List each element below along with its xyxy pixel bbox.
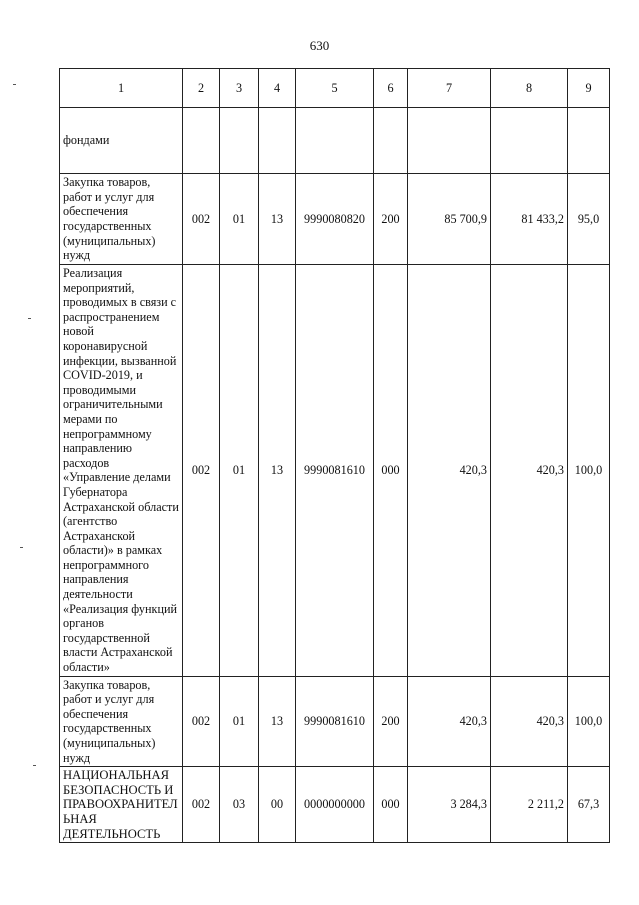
row-name: Закупка товаров, работ и услуг для обеспечения государственных (муниципальных) нужд xyxy=(60,676,183,767)
table-row xyxy=(60,767,610,843)
column-header: 5 xyxy=(296,69,374,108)
scan-speck xyxy=(13,84,16,85)
scan-speck xyxy=(20,547,23,548)
cell-c7: 3 284,3 xyxy=(408,767,491,843)
budget-table xyxy=(59,68,610,843)
scan-speck xyxy=(28,318,31,319)
cell-c7: 85 700,9 xyxy=(408,174,491,265)
cell-c2: 002 xyxy=(183,174,220,265)
table-row xyxy=(60,676,610,767)
cell-c5: 9990081610 xyxy=(296,676,374,767)
row-name: Закупка товаров, работ и услуг для обеспечения государственных (муниципальных) нужд xyxy=(60,174,183,265)
cell-c3: 01 xyxy=(220,265,259,677)
cell-c8 xyxy=(491,108,568,174)
cell-c9 xyxy=(568,108,610,174)
cell-c2: 002 xyxy=(183,265,220,677)
cell-c2 xyxy=(183,108,220,174)
cell-c4: 13 xyxy=(259,174,296,265)
cell-c5: 0000000000 xyxy=(296,767,374,843)
scan-speck xyxy=(33,765,36,766)
cell-c8: 81 433,2 xyxy=(491,174,568,265)
cell-c5 xyxy=(296,108,374,174)
cell-c5: 9990081610 xyxy=(296,265,374,677)
cell-c4: 13 xyxy=(259,676,296,767)
table-row xyxy=(60,108,610,174)
cell-c5: 9990080820 xyxy=(296,174,374,265)
cell-c4: 00 xyxy=(259,767,296,843)
column-header: 7 xyxy=(408,69,491,108)
cell-c8: 420,3 xyxy=(491,265,568,677)
cell-c2: 002 xyxy=(183,676,220,767)
cell-c3: 01 xyxy=(220,676,259,767)
column-header: 4 xyxy=(259,69,296,108)
cell-c7: 420,3 xyxy=(408,265,491,677)
cell-c6: 200 xyxy=(374,676,408,767)
cell-c4 xyxy=(259,108,296,174)
cell-c6: 000 xyxy=(374,767,408,843)
table-row xyxy=(60,174,610,265)
cell-c9: 100,0 xyxy=(568,676,610,767)
column-header: 6 xyxy=(374,69,408,108)
row-name: НАЦИОНАЛЬНАЯ БЕЗОПАСНОСТЬ И ПРАВООХРАНИТЕЛЬНАЯ ДЕЯТЕЛЬНОСТЬ xyxy=(60,767,183,843)
column-header: 2 xyxy=(183,69,220,108)
column-header: 1 xyxy=(60,69,183,108)
cell-c6: 200 xyxy=(374,174,408,265)
cell-c6 xyxy=(374,108,408,174)
cell-c6: 000 xyxy=(374,265,408,677)
table-row xyxy=(60,265,610,677)
row-name: фондами xyxy=(60,108,183,174)
row-name: Реализация мероприятий, проводимых в связи с распространением новой коронавирусной инфекции, вызванной COVID-2019, и проводимыми ограничительными мерами по непрограммному направлению расходов «Управление делами Губернатора Астраханской области (агентство Астраханской области)» в рамках непрограммного направления деятельности «Реализация функций органов государственной власти Астраханской области» xyxy=(60,265,183,677)
column-header: 3 xyxy=(220,69,259,108)
cell-c4: 13 xyxy=(259,265,296,677)
cell-c7: 420,3 xyxy=(408,676,491,767)
cell-c8: 420,3 xyxy=(491,676,568,767)
cell-c8: 2 211,2 xyxy=(491,767,568,843)
column-header: 8 xyxy=(491,69,568,108)
cell-c7 xyxy=(408,108,491,174)
cell-c2: 002 xyxy=(183,767,220,843)
page-number: 630 xyxy=(309,38,330,53)
column-header: 9 xyxy=(568,69,610,108)
column-number-row xyxy=(60,69,610,108)
cell-c3: 03 xyxy=(220,767,259,843)
cell-c9: 100,0 xyxy=(568,265,610,677)
cell-c3 xyxy=(220,108,259,174)
cell-c9: 95,0 xyxy=(568,174,610,265)
cell-c3: 01 xyxy=(220,174,259,265)
cell-c9: 67,3 xyxy=(568,767,610,843)
